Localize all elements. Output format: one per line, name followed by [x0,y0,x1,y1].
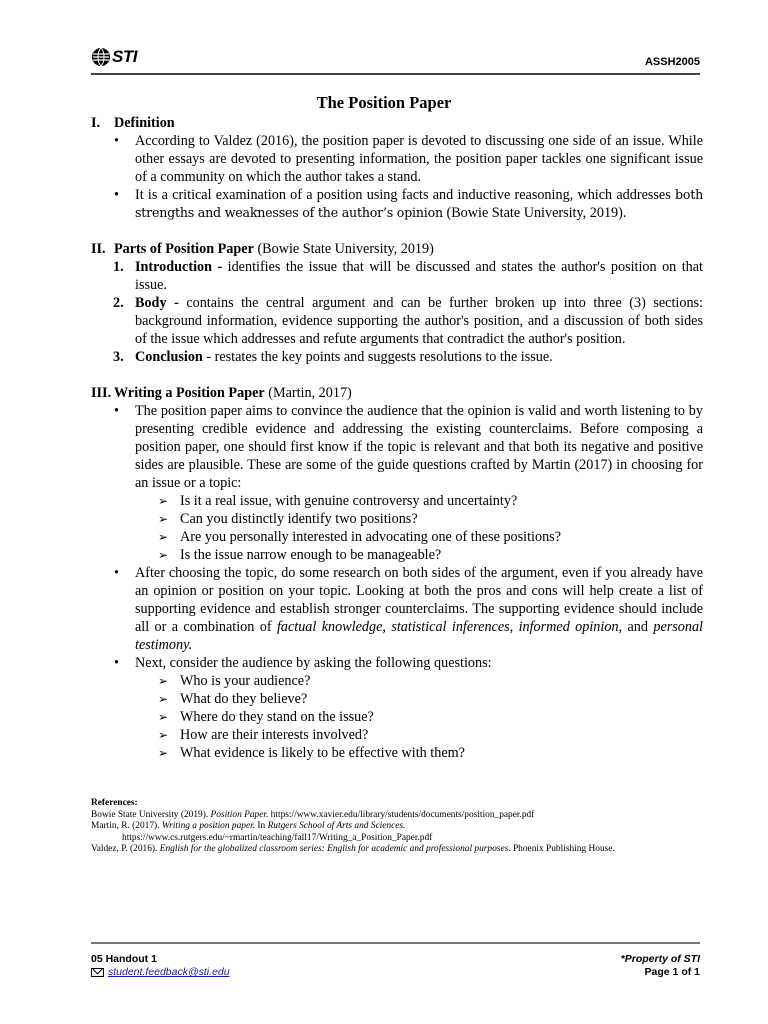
item-number: 1. [113,259,124,275]
section-writing [91,384,703,762]
feedback-contact [91,963,230,981]
bullet-text: It is a critical examination of a position using facts and inductive reasoning, which addresses [135,187,671,203]
bullet-text: both strengths and weaknesses of the author’s opinion [135,187,703,220]
sti-logo-icon [91,47,111,67]
page-title: The Position Paper [316,93,452,112]
question-text: Is it a real issue, with genuine controversy and uncertainty? [180,493,518,509]
arrow-bullet-icon: ➢ [158,494,169,508]
ref-title: English for the globalized classroom series: English for academic and professional purposes [159,844,509,854]
list-item [91,564,703,654]
item-text: contains the central argument and can be further broken up into three (3) sections: background information, evidence supporting the author's position, and a discussion of both sides of the issue which addresses and refute arguments that contradict the author's position. [135,295,703,347]
audience-question [91,690,703,708]
ref-author: Martin, R. (2017). [91,821,162,831]
page-footer [91,942,700,982]
arrow-bullet-icon: ➢ [158,530,169,544]
reference-url: https://www.cs.rutgers.edu/~rmartin/teaching/fall17/Writing_a_Position_Paper.pdf [122,832,433,843]
item-number: 3. [113,349,124,365]
audience-question [91,672,703,690]
ref-author: Valdez, P. (2016). [91,844,160,854]
list-item [91,258,703,294]
section-parts [91,240,703,366]
arrow-bullet-icon: ➢ [158,728,169,742]
section-title: Parts of Position Paper [114,241,254,257]
item-term: Introduction - [135,259,223,275]
audience-question [91,726,703,744]
guide-question [91,528,703,546]
section-heading [91,114,703,132]
list-item: • The position paper aims to convince the audience that the opinion is valid and worth listening to by presenting credible evidence and addressing the existing counterclaims. Before composing a position paper, one should first know if the topic is relevant and that both its negative and positive sides are plausible. These are some of the guide questions crafted by Martin (2017) in choosing for an issue or a topic: [91,402,703,492]
ref-source: Rutgers School of Arts and Sciences. [267,821,406,831]
logo-text: STI [112,47,137,66]
reference-entry [91,810,703,822]
arrow-bullet-icon: ➢ [158,710,169,724]
course-code: ASSH2005 [644,56,700,68]
reference-entry [91,821,703,833]
section-citation: (Bowie State University, 2019) [253,241,434,257]
question-text: Are you personally interested in advocating one of these positions? [180,529,561,545]
question-text: What do they believe? [180,691,308,707]
item-text: - restates the key points and suggests resolutions to the issue. [202,349,553,365]
section-citation: (Martin, 2017) [264,385,352,401]
reference-entry [91,844,703,856]
property-notice: *Property of STI [620,953,700,965]
bullet-emphasis: personal testimony. [135,619,703,653]
feedback-email-link[interactable]: student.feedback@sti.edu [108,966,230,978]
section-heading [91,384,703,402]
ref-title: Writing a position paper. [161,821,256,831]
item-number: 2. [113,295,124,311]
question-text: How are their interests involved? [180,727,369,743]
references-heading: References: [91,798,138,808]
list-item [91,294,703,348]
section-title: Definition [114,115,175,131]
bullet-text: and [622,619,654,635]
question-text: Can you distinctly identify two positions? [180,511,418,527]
arrow-bullet-icon: ➢ [158,692,169,706]
list-item: • According to Valdez (2016), the position paper is devoted to discussing one side of an issue. While other essays are devoted to presenting information, the position paper tackles one significant issue of a community on which the author takes a stand. [91,132,703,186]
list-item [91,348,703,366]
guide-question [91,546,703,564]
question-text: Is the issue narrow enough to be manageable? [180,547,442,563]
ref-title: Position Paper. [210,809,269,820]
header-rule [91,73,700,75]
references [91,798,703,856]
ref-url: https://www.xavier.edu/library/students/documents/position_paper.pdf [268,809,535,820]
section-definition [91,114,703,222]
question-text: Who is your audience? [180,673,311,689]
question-text: What evidence is likely to be effective with them? [180,745,465,761]
arrow-bullet-icon: ➢ [158,746,169,760]
list-item: • Next, consider the audience by asking the following questions: [91,654,703,672]
mail-icon [91,968,104,977]
section-title: Writing a Position Paper [114,385,265,401]
question-text: Where do they stand on the issue? [180,709,374,725]
section-number: II. [91,241,106,257]
item-term: Body - [135,295,179,311]
bullet-citation: (Bowie State University, 2019). [442,205,627,221]
section-heading [91,240,703,258]
footer-rule [91,942,700,944]
handout-label: 05 Handout 1 [91,953,157,965]
audience-question [91,708,703,726]
page-header [91,46,700,76]
bullet-text: After choosing the topic, do some research on both sides of the argument, even if you already have an opinion or position on your topic. Looking at both the pros and cons will help create a list of supporting evidence and establish stronger counterclaims. The supporting evidence should include all or a combination of [135,565,703,635]
item-text: identifies the issue that will be discussed and states the author's position on that issue. [135,259,703,293]
audience-question [91,744,703,762]
list-item [91,186,703,222]
arrow-bullet-icon: ➢ [158,674,169,688]
arrow-bullet-icon: ➢ [158,512,169,526]
ref-publisher: . Phoenix Publishing House. [508,844,615,854]
section-number: III. [91,385,112,401]
sti-logo [91,46,137,68]
guide-question [91,510,703,528]
ref-author: Bowie State University (2019). [91,809,211,820]
item-term: Conclusion [135,349,203,365]
arrow-bullet-icon: ➢ [158,548,169,562]
section-number: I. [91,115,101,131]
page-number: Page 1 of 1 [644,966,700,978]
guide-question [91,492,703,510]
bullet-emphasis: factual knowledge, statistical inferences, informed opinion, [276,619,623,635]
ref-text: In [255,821,268,831]
